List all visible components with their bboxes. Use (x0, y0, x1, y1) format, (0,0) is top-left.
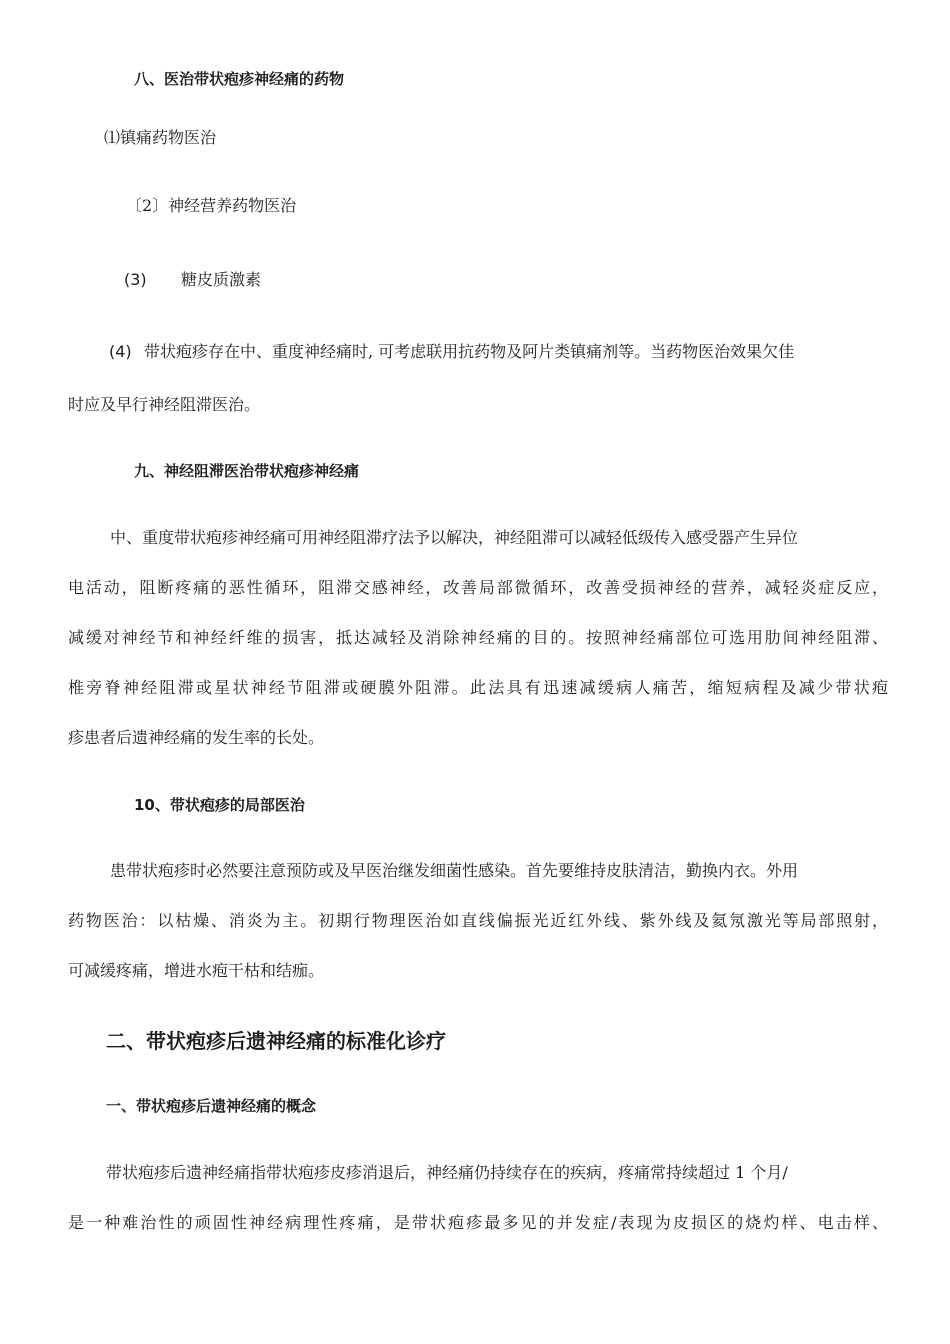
section-10-paragraph-line: 可减缓疼痛，增进水疱干枯和结痂。 (68, 961, 325, 980)
section-9-paragraph-line: 疹患者后遗神经痛的发生率的长处。 (68, 728, 325, 747)
section-9-paragraph-line: 中、重度带状疱疹神经痛可用神经阻滞疗法予以解决，神经阻滞可以减轻低级传入感受器产生异位 (110, 528, 799, 547)
section-8-item-1: ⑴镇痛药物医治 (104, 128, 217, 147)
part-2-heading: 二、带状疱疹后遗神经痛的标准化诊疗 (106, 1029, 446, 1053)
section-8-item-4-number: (4) (109, 342, 132, 361)
section-9-paragraph-line: 椎旁脊神经阻滞或星状神经节阻滞或硬膜外阻滞。此法具有迅速减缓病人痛苦，缩短病程及减少带状疱 (68, 678, 888, 697)
section-8-heading: 八、医治带状疱疹神经痛的药物 (134, 70, 345, 88)
part-2-paragraph-line: 带状疱疹后遗神经痛指带状疱疹皮疹消退后，神经痛仍持续存在的疾病，疼痛常持续超过 1 个月/ (106, 1163, 788, 1182)
section-8-item-3-text: 糖皮质激素 (181, 270, 262, 289)
part-2-paragraph-line: 是一种难治性的顽固性神经病理性疼痛，是带状疱疹最多见的并发症/表现为皮损区的烧灼样、电击样、 (68, 1213, 888, 1232)
section-8-item-4-line-1: 带状疱疹存在中、重度神经痛时, 可考虑联用抗药物及阿片类镇痛剂等。当药物医治效果欠佳 (144, 342, 795, 361)
section-10-paragraph-line: 患带状疱疹时必然要注意预防或及早医治继发细菌性感染。首先要维持皮肤清洁，勤换内衣。外用 (110, 861, 799, 880)
section-10-paragraph-line: 药物医治：以枯燥、消炎为主。初期行物理医治如直线偏振光近红外线、紫外线及氦氖激光等局部照射， (68, 911, 888, 930)
section-9-paragraph-line: 减缓对神经节和神经纤维的损害，抵达减轻及消除神经痛的目的。按照神经痛部位可选用肋间神经阻滞、 (68, 628, 888, 647)
section-8-item-4-line-2: 时应及早行神经阻滞医治。 (68, 395, 261, 414)
section-9-heading: 九、神经阻滞医治带状疱疹神经痛 (134, 462, 360, 480)
part-2-subheading: 一、带状疱疹后遗神经痛的概念 (106, 1097, 317, 1115)
section-9-paragraph-line: 电活动，阻断疼痛的恶性循环，阻滞交感神经，改善局部微循环，改善受损神经的营养，减轻炎症反应， (68, 578, 888, 597)
section-8-item-3-number: (3) (124, 270, 147, 289)
section-8-item-2: 〔2〕神经营养药物医治 (126, 196, 297, 215)
section-10-heading: 10、带状疱疹的局部医治 (134, 796, 305, 814)
